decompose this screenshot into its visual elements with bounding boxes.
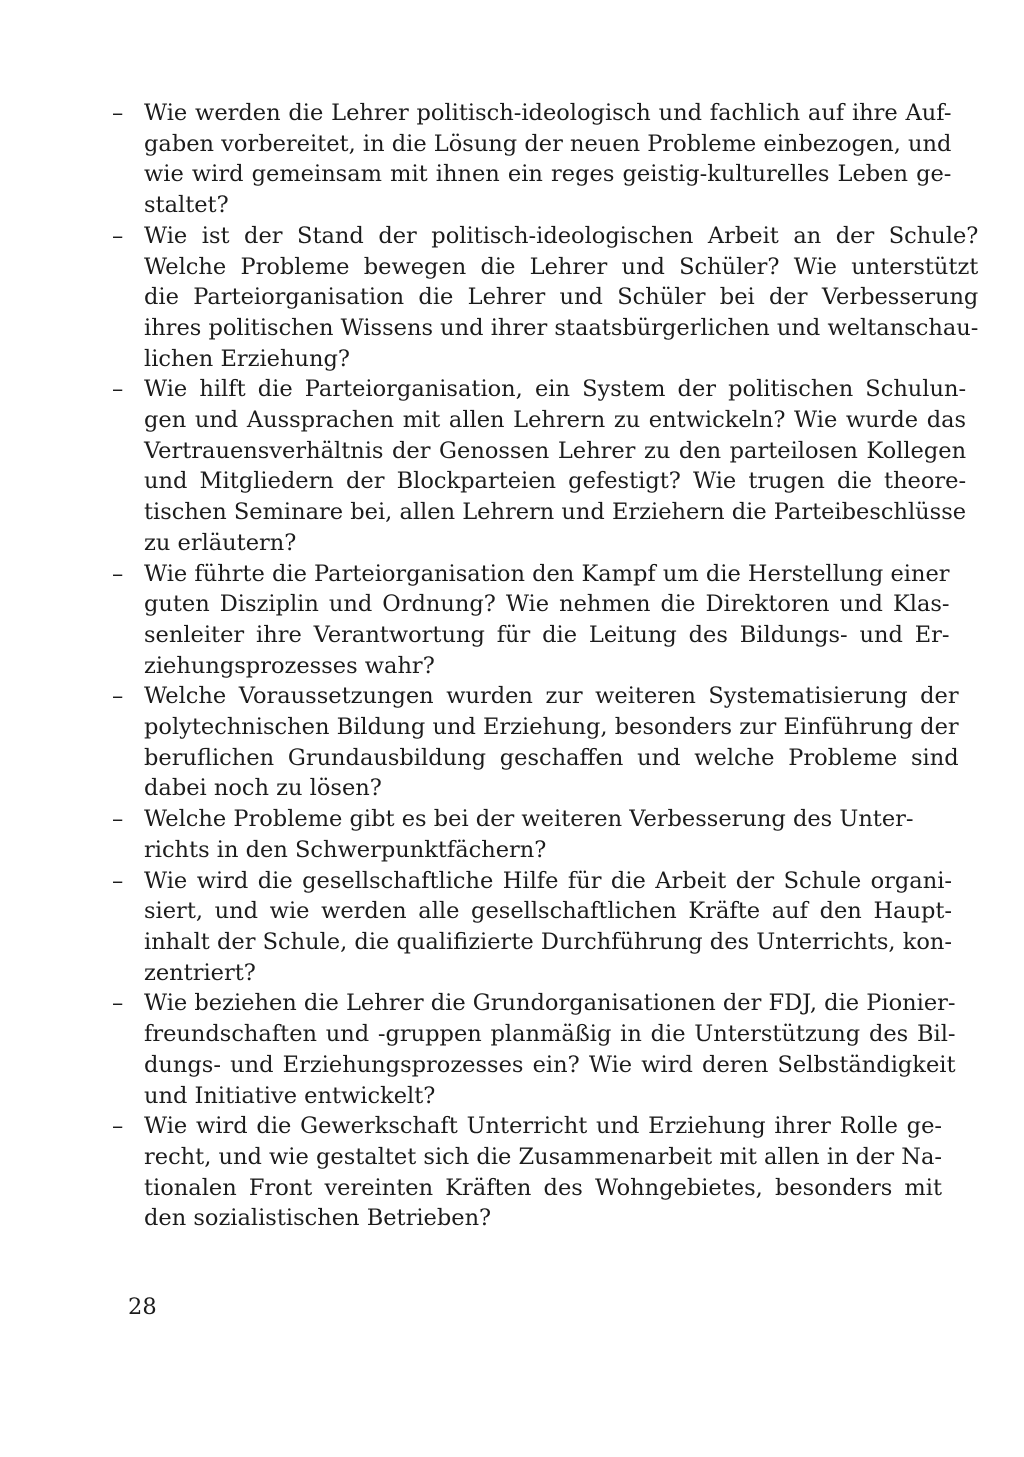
text-line: Wie beziehen die Lehrer die Grundorganisationen der FDJ, die Pionier- <box>144 990 956 1017</box>
question-item <box>112 988 956 1111</box>
text-line: staltet? <box>144 192 229 219</box>
text-line: die Parteiorganisation die Lehrer und Schüler bei der Verbesserung <box>144 284 979 311</box>
question-item <box>112 681 959 804</box>
text-line: tischen Seminare bei, allen Lehrern und Erziehern die Parteibeschlüsse <box>144 499 967 526</box>
list-dash: – <box>112 222 124 249</box>
text-line: senleiter ihre Verantwortung für die Leitung des Bildungs- und Er- <box>144 621 950 648</box>
text-line: guten Disziplin und Ordnung? Wie nehmen die Direktoren und Klas- <box>144 591 950 618</box>
text-line: Vertrauensverhältnis der Genossen Lehrer zu den parteilosen Kollegen <box>144 437 967 464</box>
text-line: wie wird gemeinsam mit ihnen ein reges geistig-kulturelles Leben ge- <box>144 161 952 188</box>
question-text <box>144 804 914 865</box>
text-line: richts in den Schwerpunktfächern? <box>144 836 547 863</box>
text-line: freundschaften und -gruppen planmäßig in die Unterstützung des Bil- <box>144 1021 956 1048</box>
list-dash: – <box>112 806 124 833</box>
text-line: lichen Erziehung? <box>144 345 350 372</box>
text-line: Wie werden die Lehrer politisch-ideologisch und fachlich auf ihre Auf- <box>144 100 952 126</box>
text-line: und Initiative entwickelt? <box>144 1082 436 1109</box>
question-text <box>144 374 966 558</box>
list-dash: – <box>112 867 124 894</box>
text-line: Welche Probleme gibt es bei der weiteren Verbesserung des Unter- <box>144 806 914 833</box>
text-line: inhalt der Schule, die qualifizierte Durchführung des Unterrichts, kon- <box>144 928 953 955</box>
text-line: Wie führte die Parteiorganisation den Kampf um die Herstellung einer <box>144 560 950 587</box>
list-dash: – <box>112 990 124 1017</box>
question-item <box>112 374 967 558</box>
text-line: polytechnischen Bildung und Erziehung, besonders zur Einführung der <box>144 714 959 741</box>
text-line: Wie hilft die Parteiorganisation, ein System der politischen Schulun- <box>144 376 967 403</box>
text-line: den sozialistischen Betrieben? <box>144 1205 492 1232</box>
text-line: zentriert? <box>144 959 256 986</box>
text-line: Wie wird die Gewerkschaft Unterricht und Erziehung ihrer Rolle ge- <box>144 1113 942 1140</box>
text-line: gen und Aussprachen mit allen Lehrern zu entwickeln? Wie wurde das <box>144 407 967 434</box>
text-line: Welche Voraussetzungen wurden zur weiteren Systematisierung der <box>144 683 959 710</box>
question-item <box>112 98 952 221</box>
text-line: beruflichen Grundausbildung geschaffen und welche Probleme sind <box>144 744 959 771</box>
list-dash: – <box>112 1113 124 1140</box>
text-line: ziehungsprozesses wahr? <box>144 652 435 679</box>
question-text <box>144 681 959 804</box>
question-text <box>144 988 956 1111</box>
text-line: ihres politischen Wissens und ihrer staatsbürgerlichen und weltanschau- <box>144 314 979 341</box>
text-line: Wie wird die gesellschaftliche Hilfe für die Arbeit der Schule organi- <box>144 867 953 894</box>
list-dash: – <box>112 376 124 403</box>
text-line: recht, und wie gestaltet sich die Zusammenarbeit mit allen in der Na- <box>144 1143 942 1170</box>
question-item <box>112 866 953 989</box>
text-line: Welche Probleme bewegen die Lehrer und Schüler? Wie unterstützt <box>144 253 979 280</box>
list-dash: – <box>112 560 124 587</box>
question-item <box>112 559 950 682</box>
text-line: gaben vorbereitet, in die Lösung der neuen Probleme einbezogen, und <box>144 130 952 157</box>
question-text <box>144 221 978 375</box>
question-item <box>112 1111 942 1234</box>
text-line: Wie ist der Stand der politisch-ideologischen Arbeit an der Schule? <box>144 222 979 249</box>
question-list <box>112 98 979 1234</box>
text-line: zu erläutern? <box>144 529 297 556</box>
page-number: 28 <box>128 1294 157 1320</box>
text-line: und Mitgliedern der Blockparteien gefestigt? Wie trugen die theore- <box>144 468 967 495</box>
question-text <box>144 866 952 989</box>
question-text <box>144 98 951 221</box>
question-text <box>144 559 950 682</box>
question-item <box>112 804 914 865</box>
list-dash: – <box>112 683 124 710</box>
list-dash: – <box>112 100 124 126</box>
text-line: siert, und wie werden alle gesellschaftlichen Kräfte auf den Haupt- <box>144 898 953 925</box>
text-line: tionalen Front vereinten Kräften des Wohngebietes, besonders mit <box>144 1174 942 1201</box>
question-text <box>144 1111 942 1234</box>
text-line: dungs- und Erziehungsprozesses ein? Wie wird deren Selbständigkeit <box>144 1051 956 1078</box>
text-line: dabei noch zu lösen? <box>144 775 382 802</box>
question-item <box>112 221 979 375</box>
